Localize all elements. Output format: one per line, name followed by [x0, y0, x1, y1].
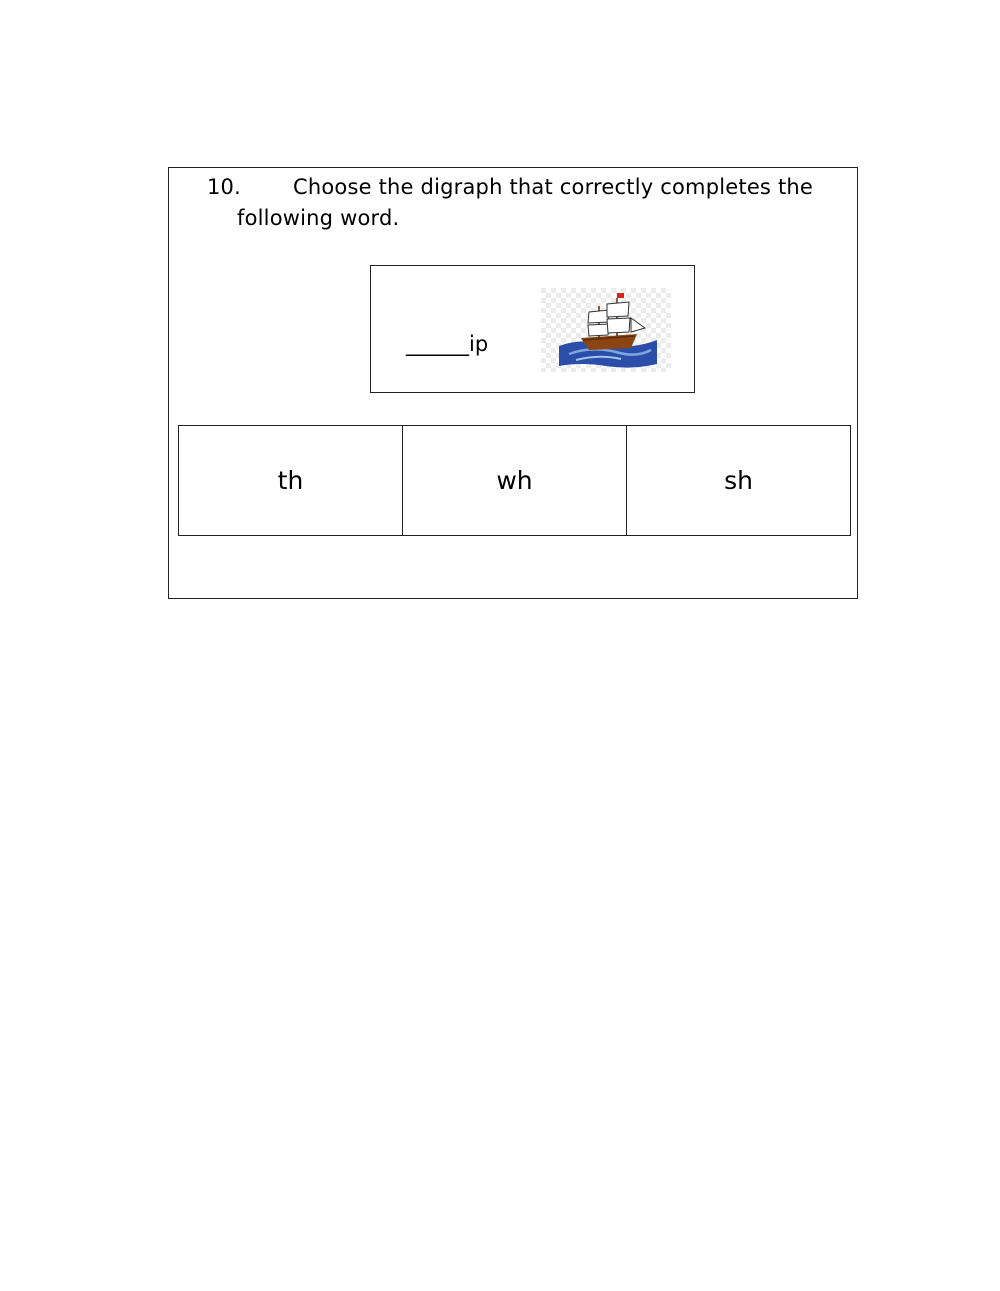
question-card [168, 167, 858, 599]
sailing-ship-icon [541, 288, 671, 372]
question-prompt [207, 172, 847, 234]
word-prompt-box [370, 265, 695, 393]
question-number: 10. [207, 175, 241, 199]
choice-sh[interactable]: sh [627, 426, 851, 536]
choice-wh[interactable]: wh [403, 426, 627, 536]
question-line-2: following word. [237, 206, 400, 230]
incomplete-word: ______ip [406, 332, 489, 356]
answer-choices [178, 425, 851, 536]
choice-th[interactable]: th [179, 426, 403, 536]
question-line-1: Choose the digraph that correctly completes the [293, 175, 814, 199]
